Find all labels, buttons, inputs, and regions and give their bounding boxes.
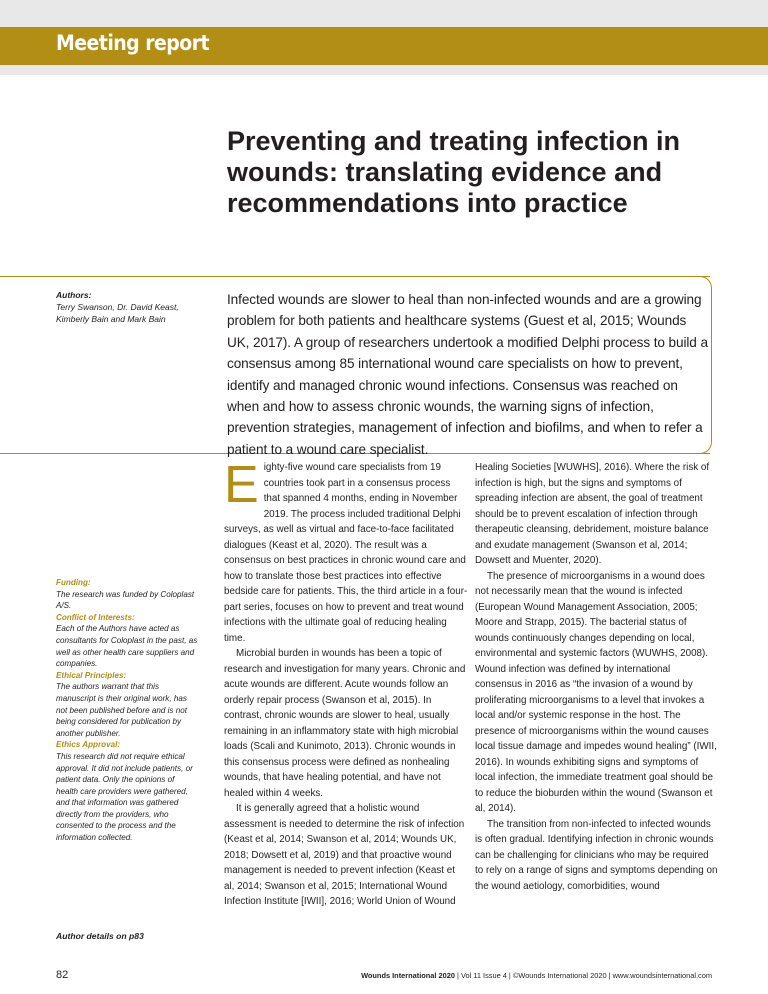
funding-heading: Funding: [56, 578, 91, 587]
body-column-2 [475, 460, 719, 894]
conflict-heading: Conflict of Interests: [56, 612, 135, 622]
authors-label: Authors: [56, 290, 92, 300]
funding-text: The research was funded by Coloplast A/S. [56, 589, 195, 611]
body-column-1 [224, 456, 468, 910]
body-paragraph: It is generally agreed that a holistic wound assessment is needed to determine the risk of infection (Keast et al, 2014; Swanson et al, 2014; Wounds UK, 2018; Dowsett et al, 2019) and that proactive wound management is needed to prevent infection (Keast et al, 2014; Swanson et al, 2015; International Wound Infection Institute [IWII], 2016; World Union of Wound [224, 803, 465, 907]
journal-citation: | Vol 11 Issue 4 | ©Wounds International 2020 | www.woundsinternational.com [454, 971, 712, 980]
body-paragraph: Healing Societies [WUWHS], 2016). Where the risk of infection is high, but the signs and symptoms of spreading infection are absent, the goal of treatment should be to prevent escalation of infection through therapeutic cleansing, debridement, moisture balance and exudate management (Swanson et al, 2014; Dowsett and Muenter, 2020). [475, 462, 710, 566]
page-number: 82 [56, 969, 69, 981]
body-paragraph: Microbial burden in wounds has been a topic of research and investigation for many years. Chronic and acute wounds are different. Acute wounds follow an orderly repair process (Swanson et al, 2015). In contrast, chronic wounds are slower to heal, usually remaining in an inflammatory state with high microbial loads (Scali and Kunimoto, 2013). Chronic wounds in this consensus process were defined as nonhealing wounds, that have healing potential, and have not healed within 4 weeks. [224, 648, 466, 799]
author-details-note: Author details on p83 [56, 931, 144, 941]
ethics-approval-heading: Ethics Approval: [56, 740, 121, 750]
body-paragraph [224, 456, 468, 646]
journal-footer [361, 971, 712, 980]
body-paragraph: The presence of microorganisms in a wound does not necessarily mean that the wound is infected (European Wound Management Association, 2005; Moore and Strapp, 2015). The bacterial status of wounds continuously changes depending on local, environmental and systemic factors (WUWHS, 2008). Wound infection was defined by international consensus in 2016 as “the invasion of a wound by proliferating microorganisms to a level that invokes a local and/or systemic response in the host. The presence of microorganisms within the wound causes local tissue damage and impedes wound healing” (IWII, 2016). In wounds exhibiting signs and symptoms of local infection, the immediate treatment goal should be to reduce the bioburden within the wound (Swanson et al, 2014). [475, 570, 717, 814]
abstract-rule-top [0, 276, 710, 277]
article-notes [56, 577, 198, 844]
section-label: Meeting report [56, 31, 209, 55]
body-paragraph-text: ighty-five wound care specialists from 19 countries took part in a consensus process that spanned 4 months, ending in November 2019. The process included traditional Delphi surveys, as well as virtual and face-to-face facilitated dialogues (Keast et al, 2020). The result was a consensus on best practices in chronic wound care and how to translate those best practices into effective bedside care for patients. This, the third article in a four-part series, focuses on how to prevent and treat wound infections with the ultimate goal of reducing healing time. [224, 462, 468, 644]
journal-name: Wounds International 2020 [361, 971, 455, 980]
conflict-text: Each of the Authors have acted as consultants for Coloplast in the past, as well as other health care suppliers and companies. [56, 624, 198, 669]
authors-block [56, 289, 206, 325]
ethical-heading: Ethical Principles: [56, 670, 127, 680]
ethics-approval-text: This research did not require ethical approval. It did not include patients, or patient data. Only the opinions of health care providers were gathered, and that information was gathered directly from the providers, who consented to the process and the information collected. [56, 751, 193, 843]
article-title: Preventing and treating infection in wounds: translating evidence and recommendations into practice [227, 126, 681, 218]
ethical-text: The authors warrant that this manuscript is their original work, has not been published before and is not being considered for publication by another publisher. [56, 682, 187, 738]
abstract: Infected wounds are slower to heal than non-infected wounds and are a growing problem for both patients and healthcare systems (Guest et al, 2015; Wounds UK, 2017). A group of researchers undertook a modified Delphi process to build a consensus among 85 international wound care specialists on how to prevent, identify and managed chronic wound infections. Consensus was reached on when and how to assess chronic wounds, the warning signs of infection, prevention strategies, management of infection and biofilms, and when to refer a patient to a wound care specialist. [227, 292, 708, 457]
section-banner [0, 27, 768, 65]
body-paragraph: The transition from non-infected to infected wounds is often gradual. Identifying infection in chronic wounds can be challenging for clinicians who may be required to rely on a range of signs and symptoms depending on the wound aetiology, comorbidities, wound [475, 818, 718, 892]
authors-names: Terry Swanson, Dr. David Keast, Kimberly Bain and Mark Bain [56, 302, 179, 324]
drop-cap: E [224, 456, 259, 514]
